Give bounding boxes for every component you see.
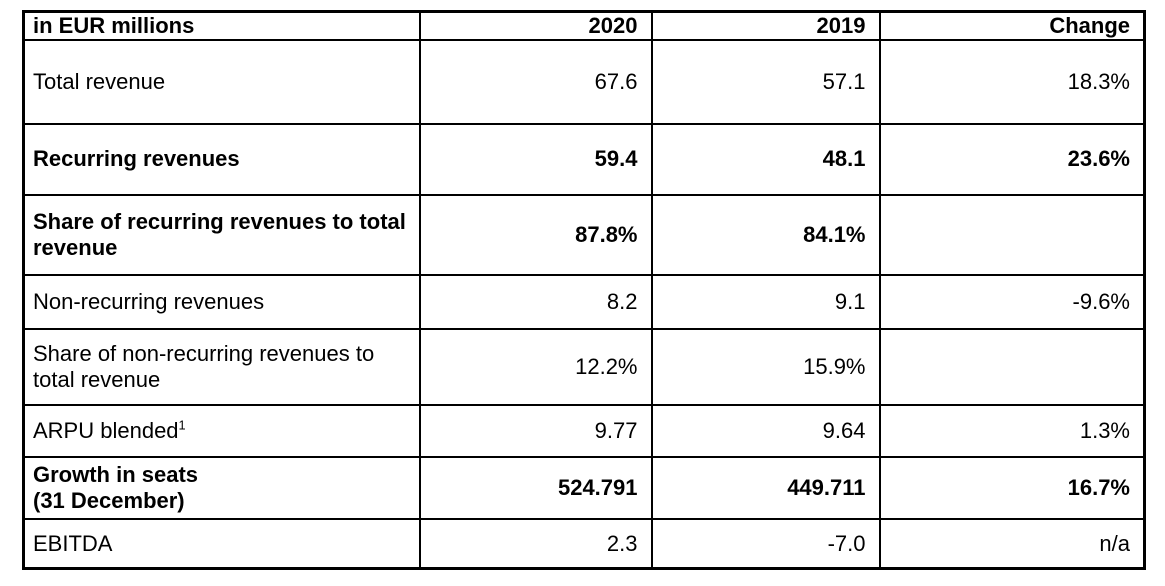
value-2020: 67.6	[420, 40, 652, 124]
value-2019: 48.1	[652, 124, 880, 195]
table-row-share-recurring	[24, 195, 1145, 275]
row-label: Total revenue	[24, 40, 420, 124]
value-2020: 524.791	[420, 457, 652, 519]
value-2019: 84.1%	[652, 195, 880, 275]
value-2020: 59.4	[420, 124, 652, 195]
table-row-recurring-revenues	[24, 124, 1145, 195]
value-2020: 8.2	[420, 275, 652, 329]
value-change: 1.3%	[880, 405, 1145, 457]
row-label: EBITDA	[24, 519, 420, 569]
value-change: n/a	[880, 519, 1145, 569]
table-row-non-recurring-revenues	[24, 275, 1145, 329]
value-2019: 15.9%	[652, 329, 880, 405]
header-col-2020: 2020	[420, 12, 652, 40]
row-label-line1: Growth in seats	[33, 462, 199, 487]
value-2020: 87.8%	[420, 195, 652, 275]
header-col-2019: 2019	[652, 12, 880, 40]
footnote-marker: 1	[178, 417, 186, 433]
row-label: Non-recurring revenues	[24, 275, 420, 329]
financial-kpi-table	[22, 10, 1146, 570]
value-2019: 449.711	[652, 457, 880, 519]
row-label-text: ARPU blended	[33, 417, 179, 443]
value-2019: 57.1	[652, 40, 880, 124]
value-2019: 9.64	[652, 405, 880, 457]
table-row-ebitda	[24, 519, 1145, 569]
value-2020: 12.2%	[420, 329, 652, 405]
row-label	[24, 457, 420, 519]
row-label	[24, 405, 420, 457]
value-change: 16.7%	[880, 457, 1145, 519]
value-change	[880, 195, 1145, 275]
value-2019: -7.0	[652, 519, 880, 569]
value-2020: 2.3	[420, 519, 652, 569]
table-row-share-non-recurring	[24, 329, 1145, 405]
table-row-total-revenue	[24, 40, 1145, 124]
value-change: -9.6%	[880, 275, 1145, 329]
table-row-growth-in-seats	[24, 457, 1145, 519]
header-col-change: Change	[880, 12, 1145, 40]
value-change	[880, 329, 1145, 405]
row-label: Share of recurring revenues to total revenue	[24, 195, 420, 275]
row-label: Share of non-recurring revenues to total revenue	[24, 329, 420, 405]
header-unit-label: in EUR millions	[24, 12, 420, 40]
header-row	[24, 12, 1145, 40]
value-2020: 9.77	[420, 405, 652, 457]
table-row-arpu-blended	[24, 405, 1145, 457]
value-change: 23.6%	[880, 124, 1145, 195]
row-label-line2: (31 December)	[33, 487, 185, 513]
value-2019: 9.1	[652, 275, 880, 329]
value-change: 18.3%	[880, 40, 1145, 124]
row-label: Recurring revenues	[24, 124, 420, 195]
